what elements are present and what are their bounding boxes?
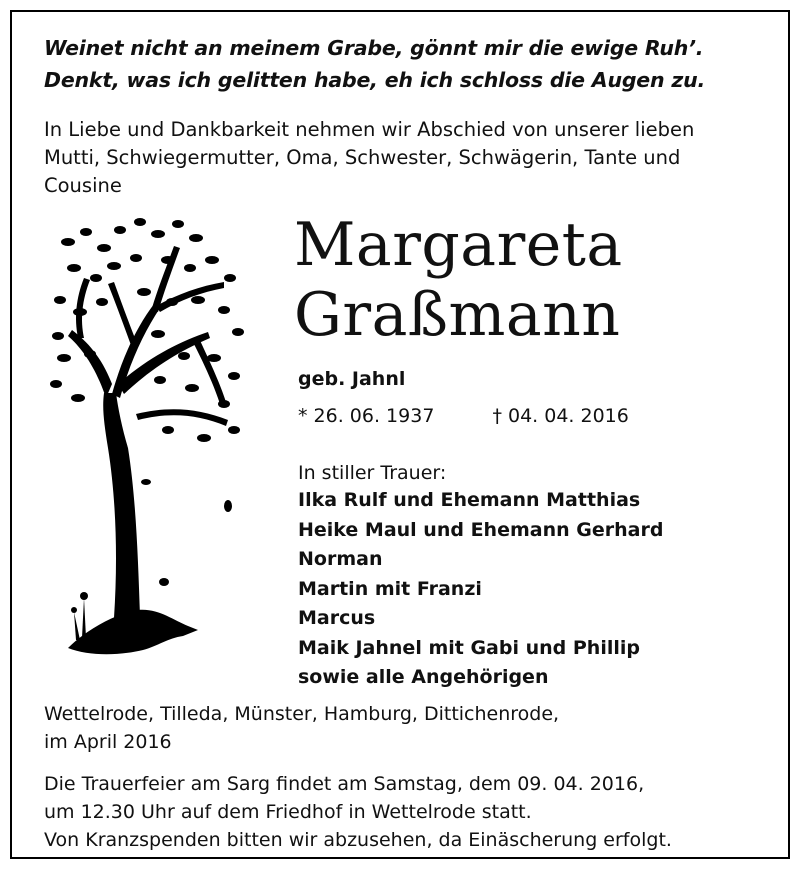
funeral-info (44, 770, 672, 854)
list-item: sowie alle Angehörigen (298, 666, 549, 688)
list-item: Maik Jahnel mit Gabi und Phillip (298, 636, 640, 659)
motto-verse (44, 32, 784, 96)
intro-text (44, 116, 784, 200)
list-item: Norman (298, 548, 383, 570)
deceased-name (294, 210, 623, 350)
deceased-first-name: Margareta (294, 210, 623, 280)
list-item: Martin mit Franzi (298, 577, 482, 600)
deceased-last-name: Graßmann (294, 280, 621, 350)
life-dates (298, 405, 629, 427)
list-item: Ilka Rulf und Ehemann Matthias (298, 489, 641, 511)
death-date: † 04. 04. 2016 (492, 405, 629, 427)
place-line: Wettelrode, Tilleda, Münster, Hamburg, Dittichenrode, (44, 703, 560, 725)
mourners-heading: In stiller Trauer: (298, 462, 447, 484)
list-item: Heike Maul und Ehemann Gerhard (298, 518, 664, 541)
maiden-name: geb. Jahnl (298, 368, 406, 390)
funeral-line: um 12.30 Uhr auf dem Friedhof in Wettelrode statt. (44, 801, 532, 823)
mourners-list (298, 486, 663, 693)
motto-line: Weinet nicht an meinem Grabe, gönnt mir die ewige Ruh’. (44, 36, 704, 60)
list-item: Marcus (298, 607, 376, 629)
funeral-line: Die Trauerfeier am Sarg findet am Samstag, dem 09. 04. 2016, (44, 773, 645, 795)
tree-silhouette-icon (48, 208, 248, 668)
obituary-notice (10, 10, 790, 859)
birth-date: * 26. 06. 1937 (298, 405, 435, 427)
place-and-date (44, 700, 559, 756)
intro-line: Mutti, Schwiegermutter, Oma, Schwester, Schwägerin, Tante und (44, 146, 681, 169)
motto-line: Denkt, was ich gelitten habe, eh ich schloss die Augen zu. (44, 68, 706, 92)
place-line: im April 2016 (44, 731, 172, 753)
intro-line: Cousine (44, 174, 122, 197)
intro-line: In Liebe und Dankbarkeit nehmen wir Abschied von unserer lieben (44, 118, 695, 141)
funeral-line: Von Kranzspenden bitten wir abzusehen, da Einäscherung erfolgt. (44, 829, 672, 851)
